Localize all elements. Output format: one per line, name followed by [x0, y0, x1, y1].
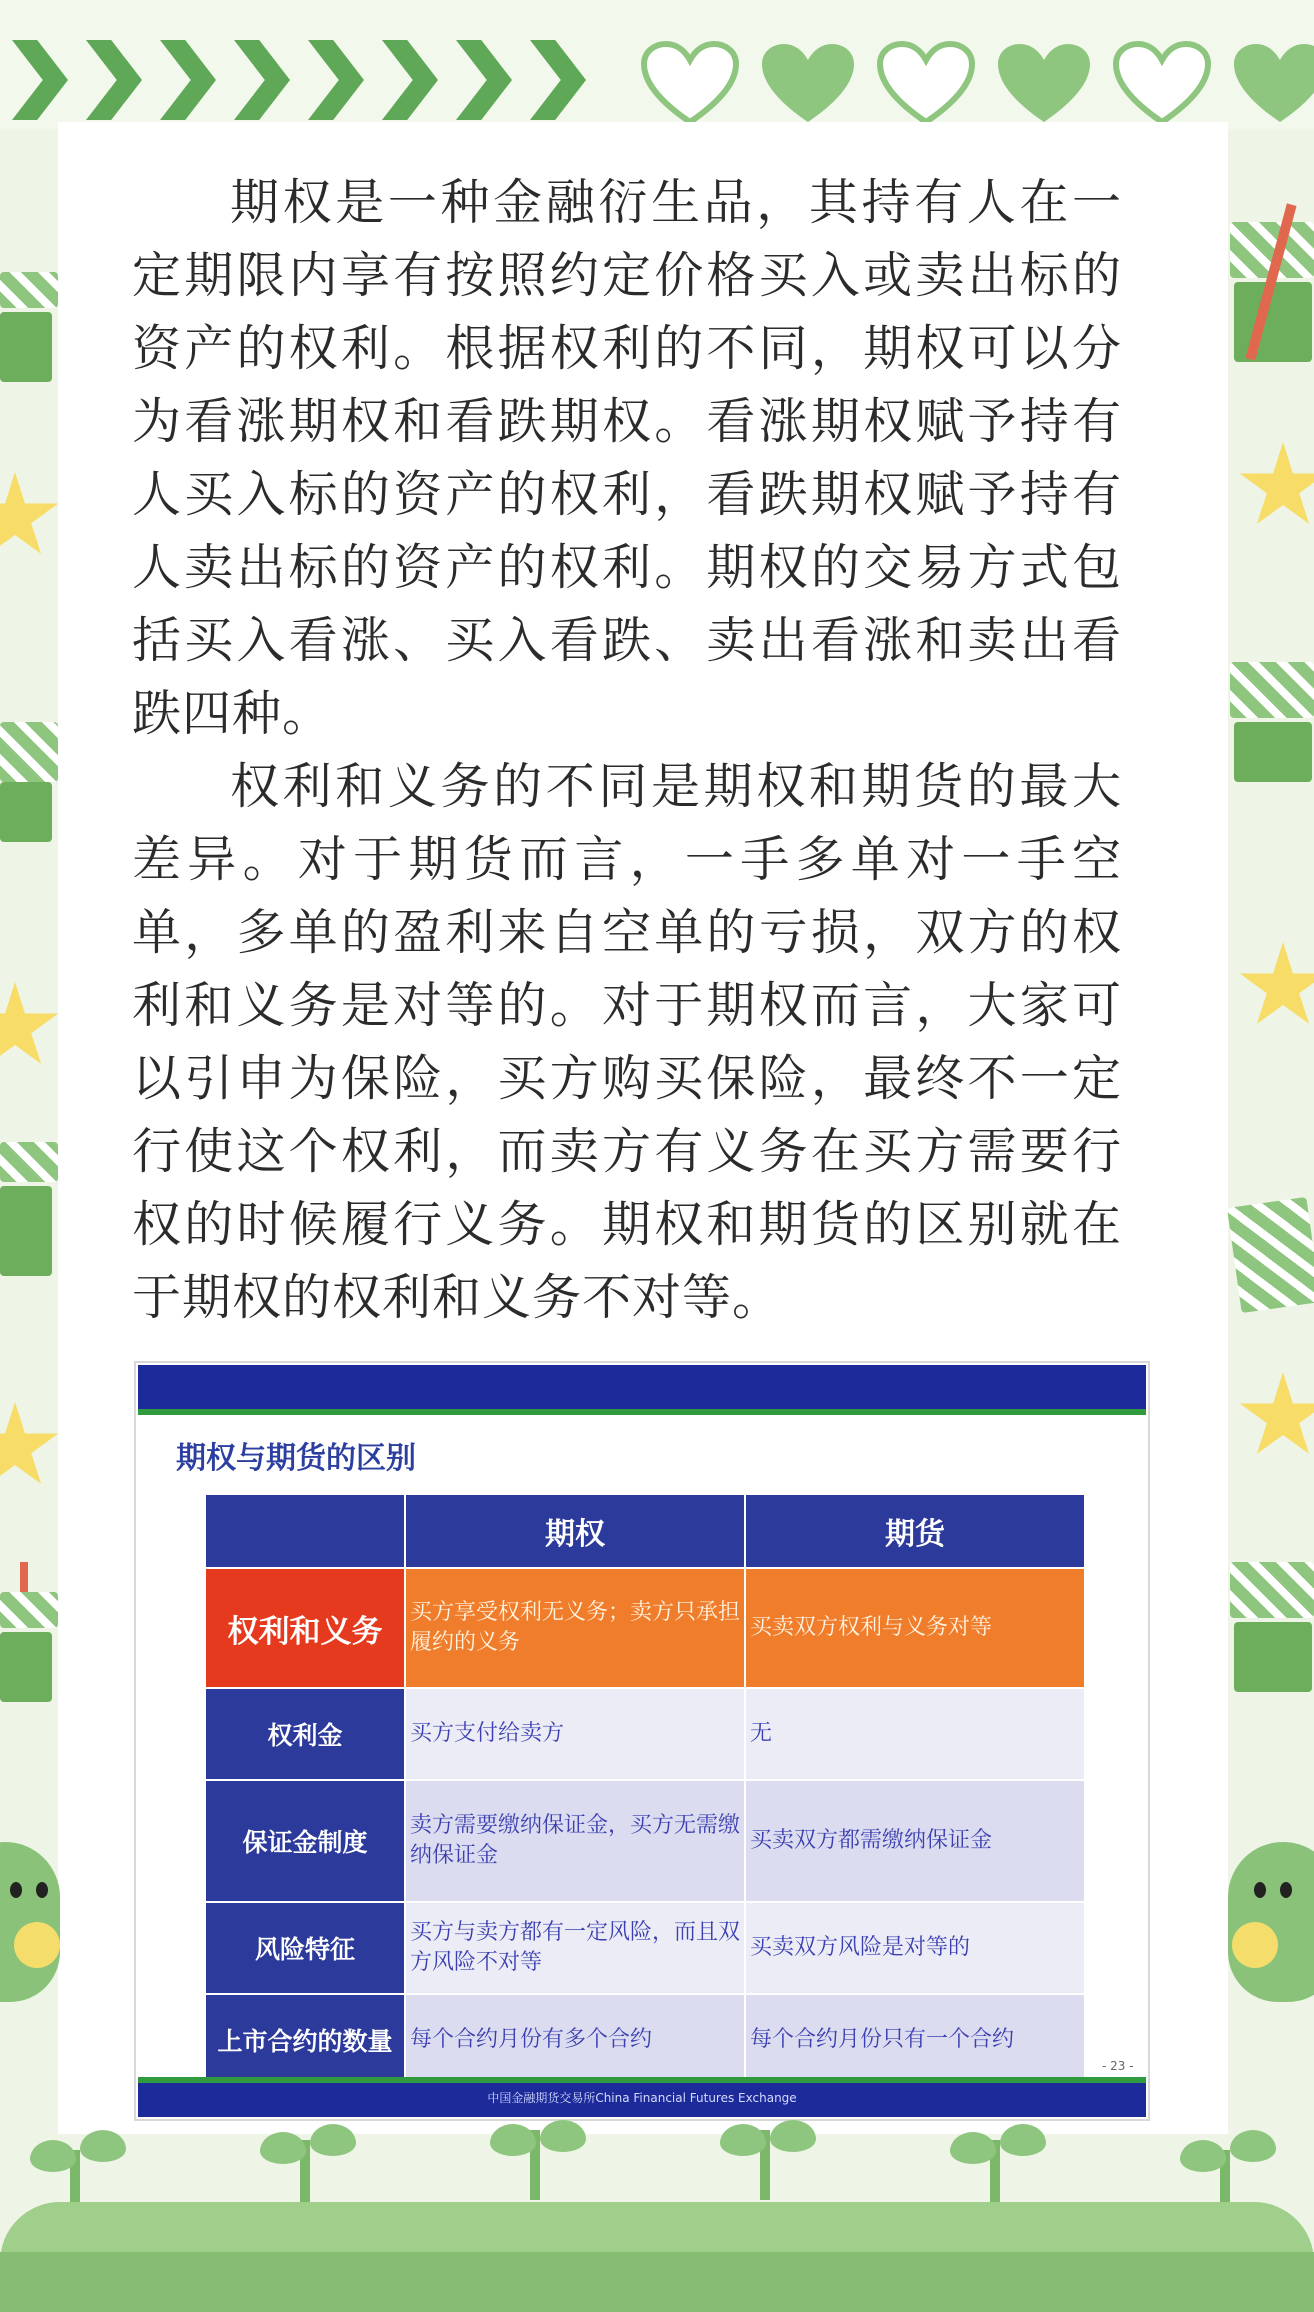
pea-character-icon — [0, 1842, 60, 2002]
star-icon — [1238, 1372, 1314, 1462]
row-header: 权利金 — [205, 1688, 405, 1780]
star-icon — [0, 1402, 60, 1492]
table-row — [205, 1568, 1085, 1688]
chevron-icon — [530, 40, 586, 120]
left-decorations — [0, 122, 70, 2134]
chevron-icon — [160, 40, 216, 120]
chevron-icon — [86, 40, 142, 120]
article-body — [132, 166, 1122, 1334]
option-cell: 买方享受权利无义务；卖方只承担履约的义务 — [405, 1568, 745, 1688]
paragraph: 期权是一种金融衍生品，其持有人在一定期限内享有按照约定价格买入或卖出标的资产的权利。根据权利的不同，期权可以分为看涨期权和看跌期权。看涨期权赋予持有人买入标的资产的权利，看跌期权赋予持有人卖出标的资产的权利。期权的交易方式包括买入看涨、买入看跌、卖出看涨和卖出看跌四种。 — [132, 174, 1122, 742]
star-icon — [1238, 442, 1314, 532]
option-cell: 卖方需要缴纳保证金，买方无需缴纳保证金 — [405, 1780, 745, 1902]
table-row — [205, 1902, 1085, 1994]
futures-cell: 买卖双方风险是对等的 — [745, 1902, 1085, 1994]
futures-cell: 买卖双方都需缴纳保证金 — [745, 1780, 1085, 1902]
heart-filled-icon — [758, 40, 858, 128]
comparison-slide — [134, 1361, 1150, 2121]
column-header-option: 期权 — [405, 1494, 745, 1568]
option-cell: 每个合约月份有多个合约 — [405, 1994, 745, 2086]
chevron-icon — [234, 40, 290, 120]
futures-cell: 买卖双方权利与义务对等 — [745, 1568, 1085, 1688]
option-cell: 买方与卖方都有一定风险，而且双方风险不对等 — [405, 1902, 745, 1994]
column-header-futures: 期货 — [745, 1494, 1085, 1568]
slide-header-line — [138, 1409, 1146, 1415]
table-header-row — [205, 1494, 1085, 1568]
hearts-border — [640, 40, 1314, 128]
row-header: 上市合约的数量 — [205, 1994, 405, 2086]
slide-footer-text: 中国金融期货交易所China Financial Futures Exchange — [487, 2091, 797, 2105]
gift-icon — [1230, 192, 1314, 372]
chevron-border — [12, 40, 586, 120]
gift-icon — [1234, 1202, 1314, 1312]
heart-outline-icon — [1112, 40, 1212, 128]
table-row — [205, 1780, 1085, 1902]
bottom-grass-border — [0, 2120, 1314, 2312]
table-row — [205, 1994, 1085, 2086]
table-corner — [205, 1494, 405, 1568]
pea-character-icon — [1228, 1842, 1314, 2002]
slide-title: 期权与期货的区别 — [176, 1441, 416, 1476]
chevron-icon — [308, 40, 364, 120]
star-icon — [1238, 942, 1314, 1032]
heart-outline-icon — [640, 40, 740, 128]
star-icon — [0, 472, 60, 562]
row-header: 权利和义务 — [205, 1568, 405, 1688]
gift-icon — [0, 1562, 58, 1702]
futures-cell: 每个合约月份只有一个合约 — [745, 1994, 1085, 2086]
gift-icon — [1230, 1562, 1314, 1702]
gift-icon — [0, 1142, 58, 1282]
option-cell: 买方支付给卖方 — [405, 1688, 745, 1780]
gift-icon — [0, 722, 58, 842]
right-decorations — [1228, 122, 1314, 2134]
futures-cell: 无 — [745, 1688, 1085, 1780]
star-icon — [0, 982, 60, 1072]
table-row — [205, 1688, 1085, 1780]
heart-outline-icon — [876, 40, 976, 128]
heart-filled-icon — [1230, 40, 1314, 128]
heart-filled-icon — [994, 40, 1094, 128]
comparison-table — [204, 1493, 1086, 2087]
slide-page-number: - 23 - — [1102, 2059, 1134, 2073]
gift-icon — [0, 272, 58, 382]
slide-header-bar — [138, 1365, 1146, 1409]
chevron-icon — [12, 40, 68, 120]
chevron-icon — [382, 40, 438, 120]
paragraph: 权利和义务的不同是期权和期货的最大差异。对于期货而言，一手多单对一手空单，多单的盈利来自空单的亏损，双方的权利和义务是对等的。对于期权而言，大家可以引申为保险，买方购买保险，最终不一定行使这个权利，而卖方有义务在买方需要行权的时候履行义务。期权和期货的区别就在于期权的权利和义务不对等。 — [132, 758, 1122, 1326]
row-header: 保证金制度 — [205, 1780, 405, 1902]
grass-ground — [0, 2252, 1314, 2312]
top-border — [0, 0, 1314, 130]
row-header: 风险特征 — [205, 1902, 405, 1994]
gift-icon — [1230, 662, 1314, 802]
chevron-icon — [456, 40, 512, 120]
